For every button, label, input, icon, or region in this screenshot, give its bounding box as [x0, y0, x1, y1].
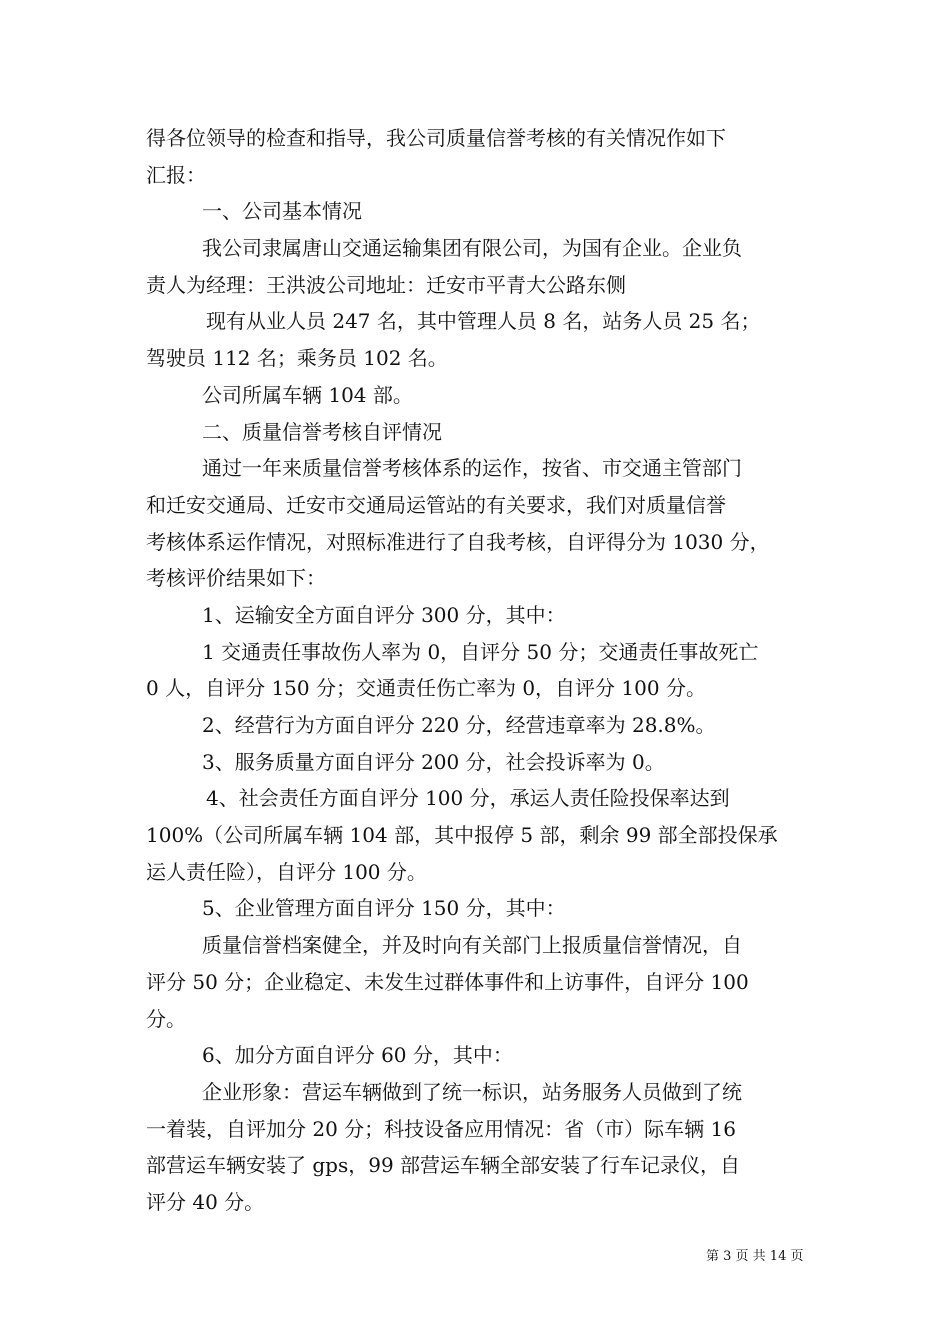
text-line: 6、加分方面自评分 60 分，其中：	[202, 1043, 513, 1068]
text-line: 公司所属车辆 104 部。	[202, 382, 413, 407]
text-line: 0 人，自评分 150 分；交通责任伤亡率为 0，自评分 100 分。	[146, 676, 706, 701]
section-heading: 一、公司基本情况	[202, 199, 362, 224]
text-line: 考核体系运作情况，对照标准进行了自我考核，自评得分为 1030 分，	[146, 529, 770, 554]
text-line: 汇报：	[146, 162, 206, 187]
text-line: 现有从业人员 247 名，其中管理人员 8 名，站务人员 25 名；	[206, 309, 761, 334]
text-line: 4、社会责任方面自评分 100 分，承运人责任险投保率达到	[206, 786, 730, 811]
text-line: 运人责任险），自评分 100 分。	[146, 859, 427, 884]
text-line: 100%（公司所属车辆 104 部，其中报停 5 部，剩余 99 部全部投保承	[146, 823, 778, 848]
text-line: 部营运车辆安装了 gps，99 部营运车辆全部安装了行车记录仪，自	[146, 1153, 741, 1178]
text-line: 考核评价结果如下：	[146, 566, 326, 591]
section-heading: 二、质量信誉考核自评情况	[202, 419, 442, 444]
text-line: 企业形象：营运车辆做到了统一标识，站务服务人员做到了统	[202, 1079, 742, 1104]
text-line: 2、经营行为方面自评分 220 分，经营违章率为 28.8%。	[202, 713, 716, 737]
text-line: 3、服务质量方面自评分 200 分，社会投诉率为 0。	[202, 749, 665, 774]
text-line: 1、运输安全方面自评分 300 分，其中：	[202, 602, 566, 627]
text-line: 分。	[146, 1006, 186, 1031]
text-line: 5、企业管理方面自评分 150 分，其中：	[202, 896, 566, 921]
text-line: 1 交通责任事故伤人率为 0，自评分 50 分；交通责任事故死亡	[202, 639, 759, 664]
text-line: 评分 50 分；企业稳定、未发生过群体事件和上访事件，自评分 100	[146, 969, 749, 994]
document-body	[146, 120, 810, 1221]
text-line: 责人为经理：王洪波公司地址：迁安市平青大公路东侧	[146, 272, 626, 297]
text-line: 得各位领导的检查和指导，我公司质量信誉考核的有关情况作如下	[146, 126, 726, 150]
text-line: 驾驶员 112 名；乘务员 102 名。	[146, 346, 448, 371]
text-line: 和迁安交通局、迁安市交通局运管站的有关要求，我们对质量信誉	[146, 492, 726, 517]
text-line: 质量信誉档案健全，并及时向有关部门上报质量信誉情况，自	[202, 933, 742, 958]
text-line: 通过一年来质量信誉考核体系的运作，按省、市交通主管部门	[202, 456, 742, 481]
page-number-footer: 第 3 页 共 14 页	[706, 1249, 804, 1264]
text-line: 评分 40 分。	[146, 1189, 265, 1214]
text-line: 我公司隶属唐山交通运输集团有限公司，为国有企业。企业负	[202, 236, 742, 261]
text-line: 一着装，自评加分 20 分；科技设备应用情况：省（市）际车辆 16	[146, 1116, 736, 1141]
